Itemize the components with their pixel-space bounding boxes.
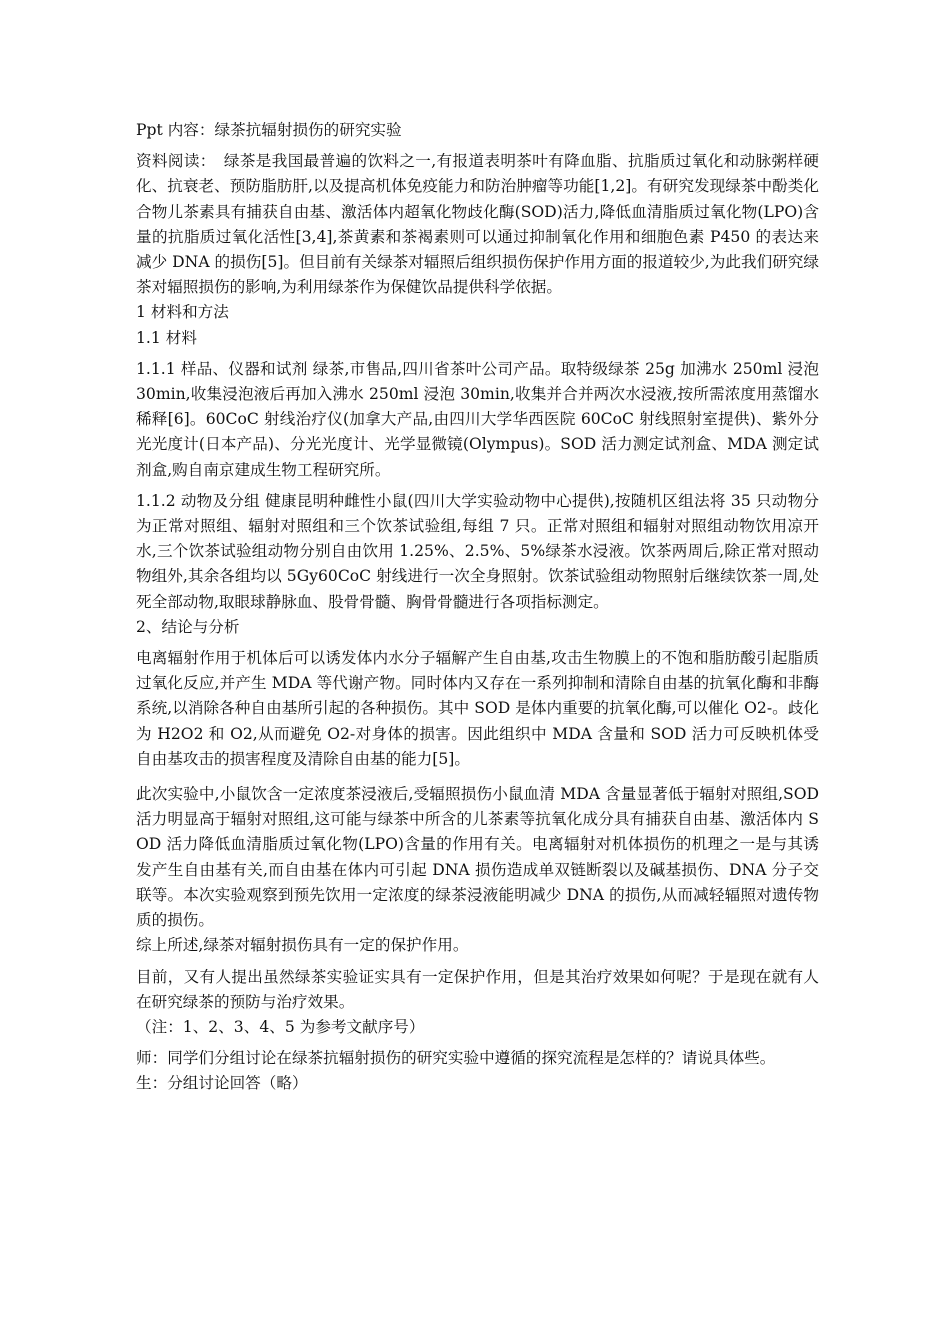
- section-1-1-1-paragraph: 1.1.1 样品、仪器和试剂 绿茶,市售品,四川省茶叶公司产品。取特级绿茶 25g 加沸水 250ml 浸泡 30min,收集浸泡液后再加入沸水 250ml 浸泡 30min,收集并合并两次水浸液,按所需浓度用蒸馏水稀释[6]。60CoC 射线治疗仪(加拿大产品,由四川大学华西医院 60CoC 射线照射室提供)、紫外分光光度计(日本产品)、分光光度计、光学显微镜(Olympus)。SOD 活力测定试剂盒、MDA 测定试剂盒,购自南京建成生物工程研究所。: [136, 359, 819, 479]
- teacher-line: 师：同学们分组讨论在绿茶抗辐射损伤的研究实验中遵循的探究流程是怎样的？请说具体些。: [136, 1049, 776, 1068]
- section-1-heading: 1 材料和方法: [136, 303, 229, 322]
- note-paragraph: （注：1、2、3、4、5 为参考文献序号）: [136, 1017, 425, 1036]
- summary-paragraph: 综上所述,绿茶对辐射损伤具有一定的保护作用。: [136, 936, 469, 955]
- intro-paragraph: 资料阅读： 绿茶是我国最普遍的饮料之一,有报道表明茶叶有降血脂、抗脂质过氧化和动脉粥样硬化、抗衰老、预防脂肪肝,以及提高机体免疫能力和防治肿瘤等功能[1,2]。有研究发现绿茶中酚类化合物儿茶素具有捕获自由基、激活体内超氧化物歧化酶(SOD)活力,降低血清脂质过氧化物(LPO)含量的抗脂质过氧化活性[3,4],茶黄素和茶褐素则可以通过抑制氧化作用和细胞色素 P450 的表达来减少 DNA 的损伤[5]。但目前有关绿茶对辐照后组织损伤保护作用方面的报道较少,为此我们研究绿茶对辐照损伤的影响,为利用绿茶作为保健饮品提供科学依据。: [136, 152, 819, 297]
- section-2-paragraph-1: 电离辐射作用于机体后可以诱发体内水分子辐解产生自由基,攻击生物膜上的不饱和脂肪酸引起脂质过氧化反应,并产生 MDA 等代谢产物。同时体内又存在一系列抑制和清除自由基的抗氧化酶和非酶系统,以消除各种自由基所引起的各种损伤。其中 SOD 是体内重要的抗氧化酶,可以催化 O2-。歧化为 H2O2 和 O2,从而避免 O2-对身体的损害。因此组织中 MDA 含量和 SOD 活力可反映机体受自由基攻击的损害程度及清除自由基的能力[5]。: [136, 649, 819, 768]
- section-1-1-2-paragraph: 1.1.2 动物及分组 健康昆明种雌性小鼠(四川大学实验动物中心提供),按随机区组法将 35 只动物分为正常对照组、辐射对照组和三个饮茶试验组,每组 7 只。正常对照组和辐射对照组动物饮用凉开水,三个饮茶试验组动物分别自由饮用 1.25%、2.5%、5%绿茶水浸液。饮茶两周后,除正常对照动物组外,其余各组均以 5Gy60CoC 射线进行一次全身照射。饮茶试验组动物照射后继续饮茶一周,处死全部动物,取眼球静脉血、股骨骨髓、胸骨骨髓进行各项指标测定。: [136, 491, 819, 611]
- further-paragraph: 目前，又有人提出虽然绿茶实验证实具有一定保护作用，但是其治疗效果如何呢？于是现在就有人在研究绿茶的预防与治疗效果。: [136, 967, 819, 1011]
- document-title: Ppt 内容：绿茶抗辐射损伤的研究实验: [136, 121, 402, 139]
- student-line: 生：分组讨论回答（略）: [136, 1074, 308, 1093]
- section-2-heading: 2、结论与分析: [136, 617, 240, 636]
- section-2-paragraph-2: 此次实验中,小鼠饮含一定浓度茶浸液后,受辐照损伤小鼠血清 MDA 含量显著低于辐射对照组,SOD 活力明显高于辐射对照组,这可能与绿茶中所含的儿茶素等抗氧化成分具有捕获自由基、激活体内 SOD 活力降低血清脂质过氧化物(LPO)含量的作用有关。电离辐射对机体损伤的机理之一是与其诱发产生自由基有关,而自由基在体内可引起 DNA 损伤造成单双链断裂以及碱基损伤、DNA 分子交联等。本次实验观察到预先饮用一定浓度的绿茶浸液能明减少 DNA 的损伤,从而减轻辐照对遗传物质的损伤。: [136, 785, 819, 930]
- document-body: [136, 118, 819, 1097]
- section-1-1-heading: 1.1 材料: [136, 328, 197, 347]
